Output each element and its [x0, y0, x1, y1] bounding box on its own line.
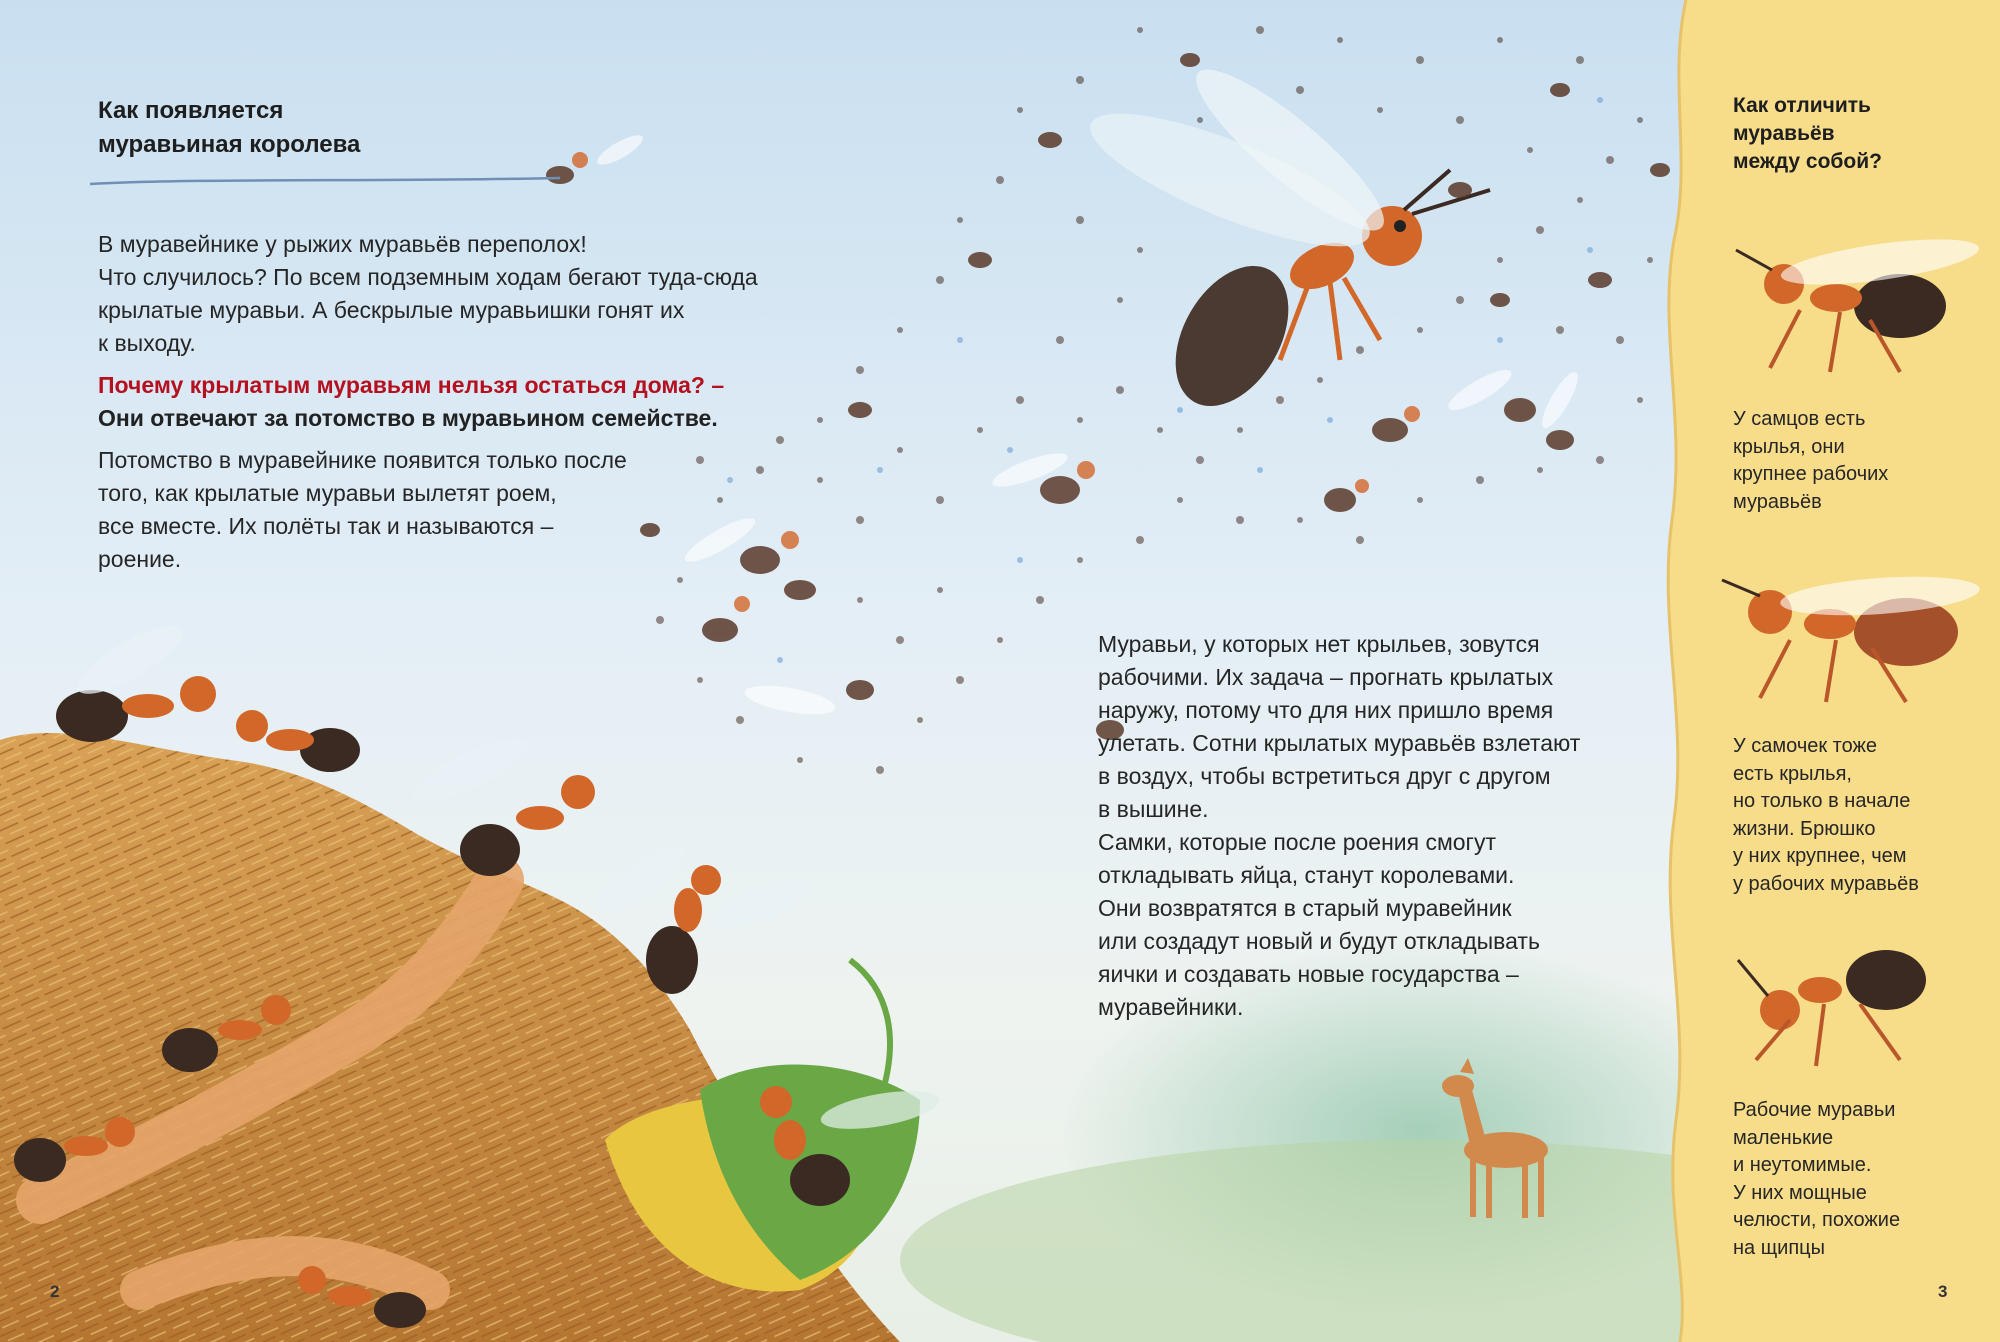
caption-line: У них мощные [1733, 1181, 1867, 1204]
caption-line: у рабочих муравьёв [1733, 872, 1919, 895]
caption-line: но только в начале [1733, 790, 1911, 812]
workers-line: Самки, которые после роения смогут [1098, 829, 1496, 855]
page-title [98, 94, 360, 162]
caption-line: и неутомимые. [1733, 1154, 1872, 1176]
caption-line: крупнее рабочих [1733, 463, 1889, 485]
intro-line: крылатые муравьи. А бескрылые муравьишки гонят их [98, 297, 685, 323]
caption-line: жизни. Брюшко [1733, 817, 1876, 840]
sidebar-title-line: муравьёв [1733, 122, 1835, 145]
caption-line: челюсти, похожие [1733, 1209, 1901, 1231]
intro-paragraph [98, 228, 838, 360]
workers-line: Муравьи, у которых нет крыльев, зовутся [1098, 631, 1540, 657]
workers-paragraph [1098, 628, 1658, 1024]
workers-line: Они возвратятся в старый муравейник [1098, 895, 1512, 921]
workers-line: или создадут новый и будут откладывать [1098, 928, 1540, 954]
intro-line: к выходу. [98, 330, 196, 356]
caption-line: Рабочие муравьи [1733, 1099, 1896, 1121]
swarm-line: все вместе. Их полёты так и называются – [98, 513, 554, 539]
answer-text: Они отвечают за потомство в муравьином семействе. [98, 405, 718, 431]
workers-line: муравейники. [1098, 994, 1244, 1020]
sidebar-males-caption [1733, 406, 1888, 516]
sidebar-workers-caption [1733, 1097, 1900, 1262]
caption-line: маленькие [1733, 1126, 1834, 1149]
workers-line: в воздух, чтобы встретиться друг с другом [1098, 763, 1551, 789]
page-title-line: Как появляется [98, 97, 284, 124]
page-number-left: 2 [50, 1282, 60, 1301]
caption-line: есть крылья, [1733, 762, 1852, 785]
caption-line: у них крупнее, чем [1733, 845, 1907, 867]
sidebar-title [1733, 92, 1882, 176]
caption-line: У самцов есть [1733, 408, 1866, 430]
question-answer-block [98, 369, 838, 435]
swarm-line: того, как крылатые муравьи вылетят роем, [98, 480, 557, 506]
intro-line: В муравейнике у рыжих муравьёв переполох! [98, 231, 587, 257]
workers-line: в вышине. [1098, 796, 1209, 822]
page-title-line: муравьиная королева [98, 131, 361, 158]
sidebar-title-line: Как отличить [1733, 94, 1871, 117]
swarm-line: Потомство в муравейнике появится только после [98, 447, 627, 473]
sidebar-females-caption [1733, 733, 1919, 898]
caption-line: муравьёв [1733, 490, 1822, 513]
caption-line: крылья, они [1733, 435, 1845, 458]
workers-line: улетать. Сотни крылатых муравьёв взлетают [1098, 730, 1581, 756]
workers-line: наружу, потому что для них пришло время [1098, 697, 1554, 723]
workers-line: яички и создавать новые государства – [1098, 961, 1519, 987]
swarm-line: роение. [98, 546, 182, 572]
question-text: Почему крылатым муравьям нельзя остаться дома? – [98, 372, 725, 398]
swarm-paragraph [98, 444, 738, 576]
workers-line: откладывать яйца, станут королевами. [1098, 862, 1515, 888]
page-number-right: 3 [1938, 1282, 1948, 1301]
sidebar-title-line: между собой? [1733, 150, 1882, 173]
caption-line: на щипцы [1733, 1236, 1826, 1259]
workers-line: рабочими. Их задача – прогнать крылатых [1098, 664, 1554, 690]
caption-line: У самочек тоже [1733, 735, 1878, 757]
intro-line: Что случилось? По всем подземным ходам бегают туда-сюда [98, 264, 758, 290]
